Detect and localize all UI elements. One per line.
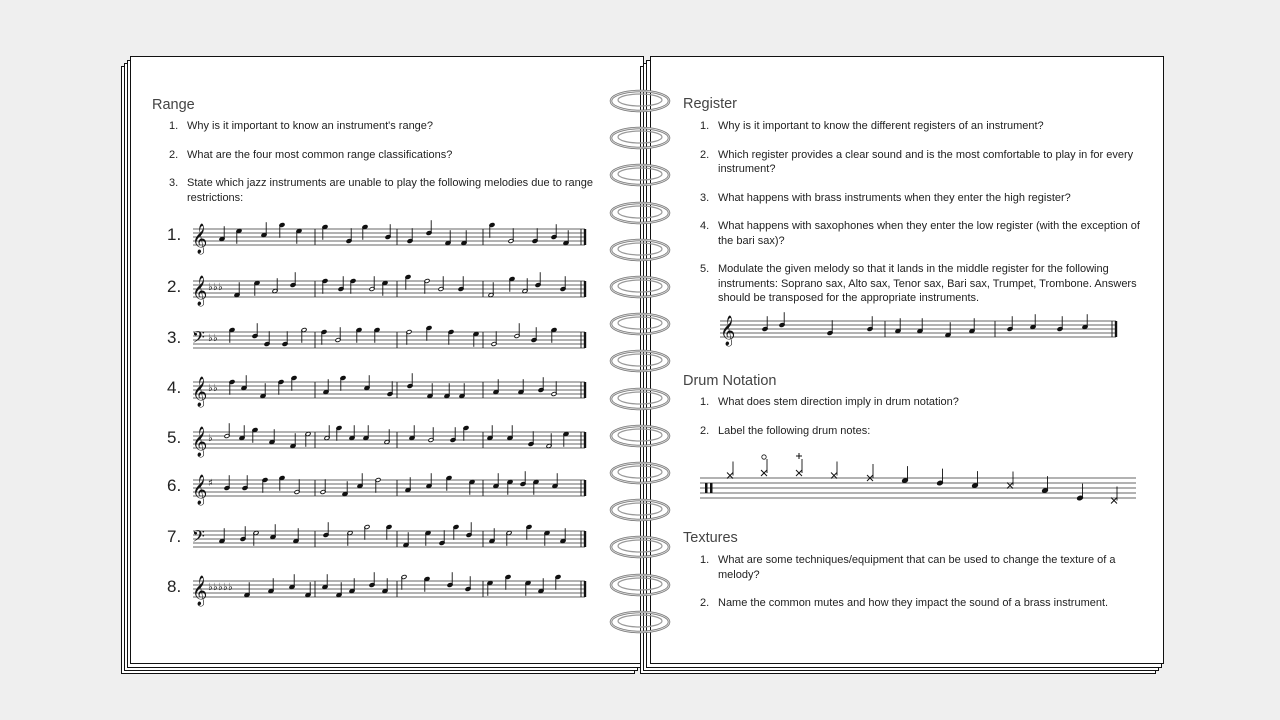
- drum-notation-section: [683, 373, 1143, 438]
- ring-inner: [618, 131, 662, 143]
- sharp-icon: ♯: [208, 478, 213, 489]
- melody-number: 2.: [167, 277, 182, 296]
- melody-row: [165, 521, 590, 557]
- spiral-ring-icon: [609, 88, 671, 114]
- textures-questions: [683, 553, 1143, 611]
- flat-icon: ♭: [208, 582, 213, 593]
- melody-row: [165, 372, 590, 408]
- spiral-ring-icon: [609, 200, 671, 226]
- textures-question-2: 2. Name the common mutes and how they impact the sound of a brass instrument.: [700, 597, 1109, 609]
- register-heading: Register: [683, 96, 737, 112]
- register-question-5: 5. Modulate the given melody so that it lands in the middle register for the following instruments: Soprano sax, Alto sax, Tenor sax, Bari sax, Trumpet, Trombone. Answers should be transposed for the appropriate instruments.: [700, 263, 1137, 304]
- melody-number: 4.: [167, 378, 182, 397]
- register-staff-svg: [720, 310, 1120, 346]
- register-section: [683, 96, 1143, 306]
- flat-icon: ♭: [218, 582, 223, 593]
- treble-clef-icon: 𝄞: [192, 224, 208, 254]
- range-questions: [152, 119, 612, 205]
- melody-staff-svg: [165, 219, 590, 255]
- melody-row: [165, 571, 590, 607]
- treble-clef-icon: 𝄞: [192, 377, 208, 407]
- register-question-3: 3. What happens with brass instruments when they enter the high register?: [700, 191, 1071, 204]
- spiral-ring-icon: [609, 386, 671, 412]
- textures-heading: Textures: [683, 530, 738, 546]
- melody-staff-svg: [165, 372, 590, 408]
- range-question-3: 3. State which jazz instruments are unable to play the following melodies due to range restrictions:: [169, 177, 594, 204]
- spiral-ring-icon: [609, 423, 671, 449]
- melody-number: 8.: [167, 577, 182, 596]
- spiral-ring-icon: [609, 609, 671, 635]
- treble-clef-icon: 𝄞: [192, 276, 208, 306]
- ring-inner: [618, 578, 662, 590]
- ring-inner: [618, 503, 662, 515]
- flat-icon: ♭: [213, 282, 218, 293]
- ring-inner: [618, 168, 662, 180]
- melody-row: [165, 422, 590, 458]
- melody-number: 1.: [167, 225, 182, 244]
- drum-staff-svg: [700, 456, 1140, 516]
- melody-number: 5.: [167, 428, 182, 447]
- melody-number: 7.: [167, 527, 182, 546]
- ring-inner: [618, 94, 662, 106]
- melody-staff-svg: [165, 571, 590, 607]
- treble-clef-icon: 𝄞: [192, 475, 208, 505]
- spiral-ring-icon: [609, 460, 671, 486]
- flat-icon: ♭: [208, 383, 213, 394]
- melody-staff-svg: [165, 470, 590, 506]
- ring-inner: [618, 615, 662, 627]
- melody-staff-svg: [165, 271, 590, 307]
- melody-row: [165, 271, 590, 307]
- melody-staff-svg: [165, 521, 590, 557]
- flat-icon: ♭: [213, 383, 218, 394]
- melody-row: [165, 322, 590, 358]
- treble-clef-icon: 𝄞: [720, 316, 736, 346]
- spiral-ring-icon: [609, 311, 671, 337]
- flat-icon: ♭: [208, 433, 213, 444]
- register-questions: [683, 119, 1143, 306]
- range-heading: Range: [152, 97, 195, 113]
- open-hihat-icon: [762, 455, 766, 459]
- spiral-ring-icon: [609, 274, 671, 300]
- flat-icon: ♭: [223, 582, 228, 593]
- ring-inner: [618, 317, 662, 329]
- ring-inner: [618, 280, 662, 292]
- melody-staff-svg: [165, 322, 590, 358]
- spiral-ring-icon: [609, 125, 671, 151]
- textures-question-1: 1. What are some techniques/equipment that can be used to change the texture of a melody?: [700, 554, 1116, 581]
- register-question-2: 2. Which register provides a clear sound and is the most comfortable to play in for every instrument?: [700, 148, 1134, 175]
- melody-row: [165, 219, 590, 255]
- ring-inner: [618, 429, 662, 441]
- flat-icon: ♭: [213, 582, 218, 593]
- range-question-2: 2. What are the four most common range classifications?: [169, 148, 453, 161]
- drum-notation-questions: [683, 395, 1143, 438]
- spiral-ring-icon: [609, 534, 671, 560]
- ring-inner: [618, 540, 662, 552]
- bass-clef-icon: 𝄢: [192, 526, 205, 550]
- spiral-ring-icon: [609, 348, 671, 374]
- range-section: [152, 97, 612, 205]
- register-question-4: 4. What happens with saxophones when they enter the low register (with the exception of the bari sax)?: [700, 220, 1140, 247]
- bass-clef-icon: 𝄢: [192, 327, 205, 351]
- ring-inner: [618, 392, 662, 404]
- treble-clef-icon: 𝄞: [192, 427, 208, 457]
- ring-inner: [618, 243, 662, 255]
- melody-staff-svg: [165, 422, 590, 458]
- flat-icon: ♭: [228, 582, 233, 593]
- ring-inner: [618, 354, 662, 366]
- flat-icon: ♭: [213, 333, 218, 344]
- percussion-clef-bar: [710, 483, 713, 493]
- treble-clef-icon: 𝄞: [192, 576, 208, 606]
- ring-inner: [618, 466, 662, 478]
- range-question-1: 1. Why is it important to know an instrument's range?: [169, 120, 434, 132]
- drum-notation-heading: Drum Notation: [683, 373, 777, 389]
- melody-number: 3.: [167, 328, 182, 347]
- spiral-ring-icon: [609, 572, 671, 598]
- spiral-ring-icon: [609, 497, 671, 523]
- spiral-ring-icon: [609, 237, 671, 263]
- flat-icon: ♭: [208, 282, 213, 293]
- register-question-1: 1. Why is it important to know the different registers of an instrument?: [700, 120, 1044, 132]
- spiral-ring-icon: [609, 162, 671, 188]
- percussion-clef-bar: [705, 483, 708, 493]
- textures-section: [683, 530, 1143, 611]
- drum-question-1: 1. What does stem direction imply in drum notation?: [700, 396, 959, 408]
- flat-icon: ♭: [208, 333, 213, 344]
- melody-row: [165, 470, 590, 506]
- melody-number: 6.: [167, 476, 182, 495]
- flat-icon: ♭: [218, 282, 223, 293]
- ring-inner: [618, 206, 662, 218]
- drum-question-2: 2. Label the following drum notes:: [700, 424, 871, 437]
